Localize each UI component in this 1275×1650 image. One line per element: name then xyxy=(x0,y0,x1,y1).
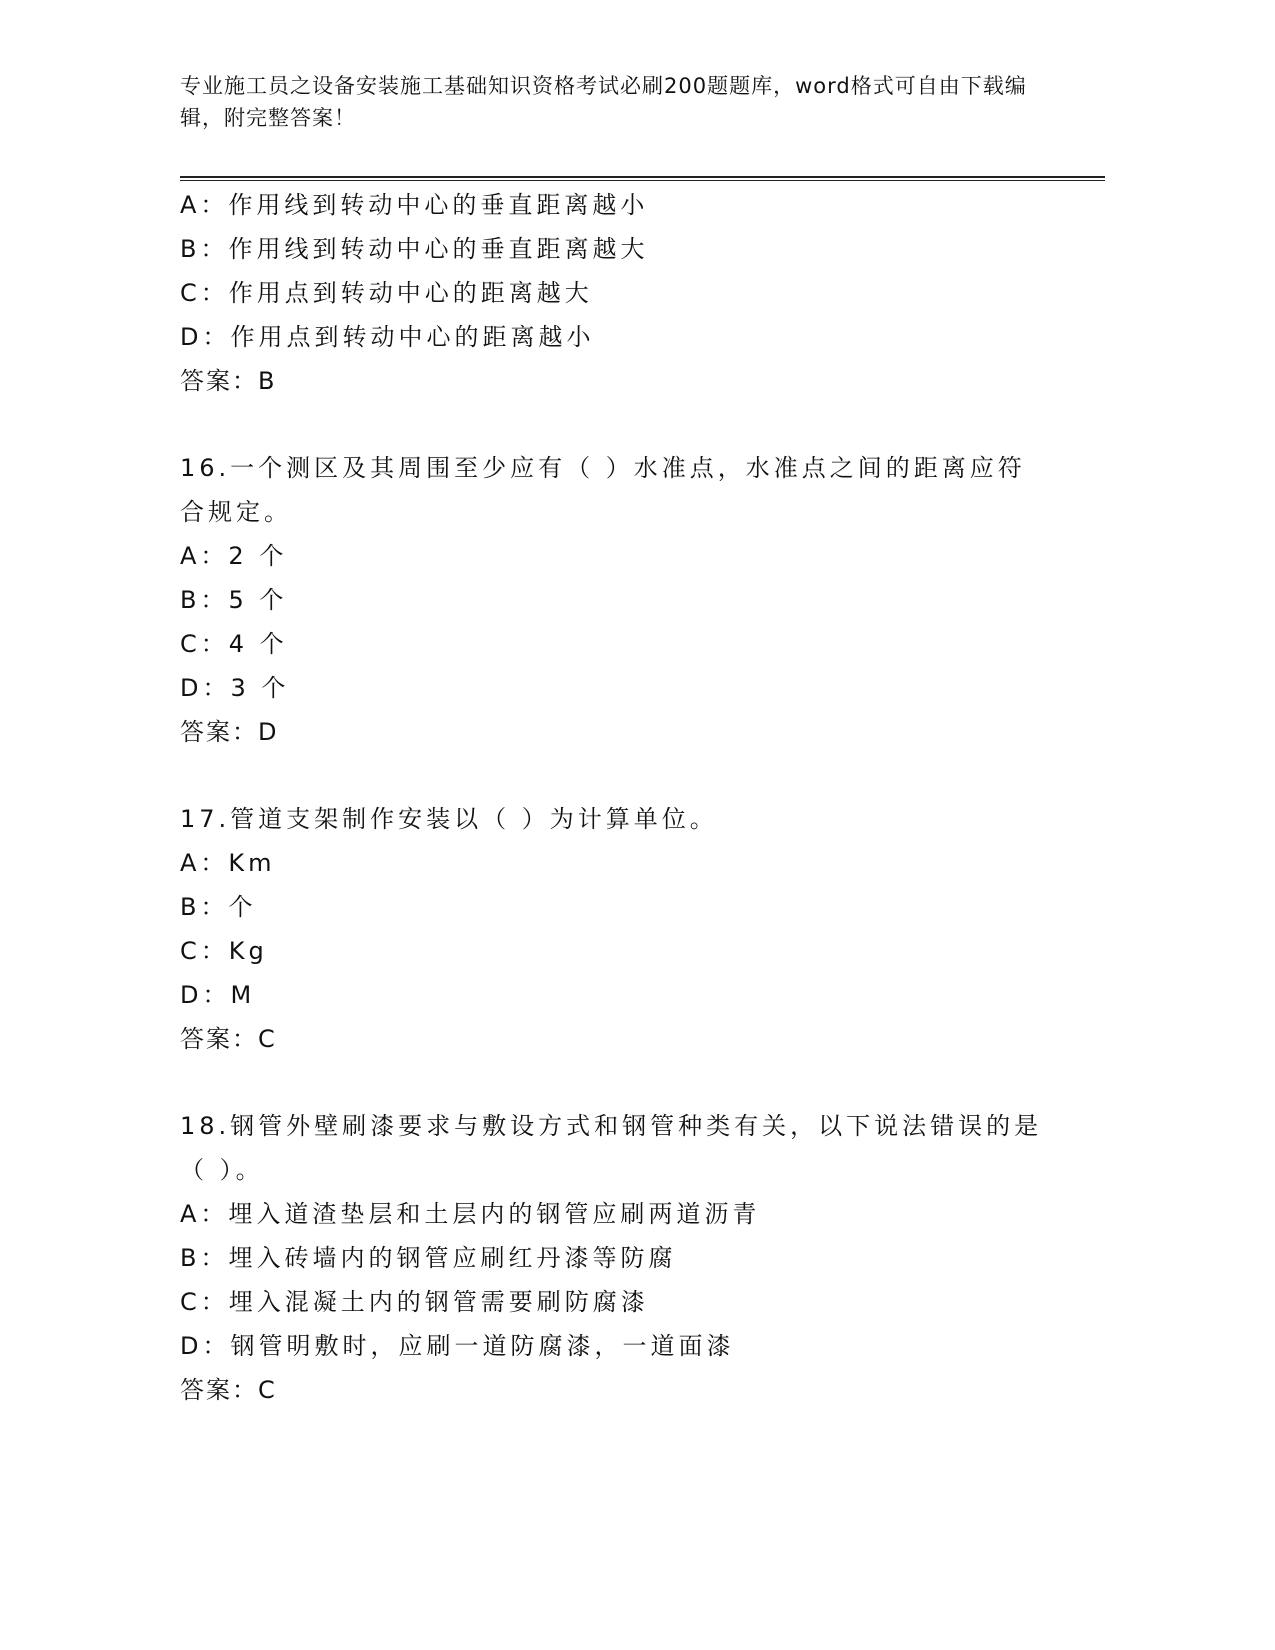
answer-line: 答案：B xyxy=(180,367,277,395)
option-a: A：作用线到转动中心的垂直距离越小 xyxy=(180,191,649,219)
option-b: B：作用线到转动中心的垂直距离越大 xyxy=(180,235,649,263)
answer-line: 答案：C xyxy=(180,1025,277,1053)
question-stem-continued: （ ）。 xyxy=(180,1156,264,1184)
spacer xyxy=(180,1061,1060,1104)
divider-thick-line xyxy=(180,176,1105,178)
question-block xyxy=(180,446,1060,754)
question-stem-continued: 合规定。 xyxy=(180,498,292,526)
option-c: C：4 个 xyxy=(180,630,288,658)
question-list xyxy=(180,183,1060,1412)
option-b: B：个 xyxy=(180,893,257,921)
option-d: D：M xyxy=(180,981,256,1009)
answer-line: 答案：D xyxy=(180,718,279,746)
header-title: 专业施工员之设备安装施工基础知识资格考试必刷200题题库，word格式可自由下载编辑，附完整答案！ xyxy=(180,74,1027,130)
option-a: A：Km xyxy=(180,849,276,877)
question-block xyxy=(180,183,1060,403)
spacer xyxy=(180,754,1060,797)
option-a: A：埋入道渣垫层和土层内的钢管应刷两道沥青 xyxy=(180,1200,761,1228)
option-b: B：埋入砖墙内的钢管应刷红丹漆等防腐 xyxy=(180,1244,677,1272)
question-block xyxy=(180,797,1060,1061)
spacer xyxy=(180,403,1060,446)
question-stem: 18.钢管外壁刷漆要求与敷设方式和钢管种类有关，以下说法错误的是 xyxy=(180,1112,1043,1140)
header-divider xyxy=(180,176,1105,181)
document-header xyxy=(180,70,1040,134)
option-c: C：作用点到转动中心的距离越大 xyxy=(180,279,593,307)
option-d: D：3 个 xyxy=(180,674,290,702)
divider-thin-line xyxy=(180,180,1105,181)
option-c: C：Kg xyxy=(180,937,268,965)
option-c: C：埋入混凝土内的钢管需要刷防腐漆 xyxy=(180,1288,649,1316)
question-stem: 17.管道支架制作安装以（ ）为计算单位。 xyxy=(180,805,718,833)
question-block xyxy=(180,1104,1060,1412)
question-stem: 16.一个测区及其周围至少应有（ ）水准点，水准点之间的距离应符 xyxy=(180,454,1026,482)
option-a: A：2 个 xyxy=(180,542,288,570)
option-d: D：作用点到转动中心的距离越小 xyxy=(180,323,595,351)
answer-line: 答案：C xyxy=(180,1376,277,1404)
option-b: B：5 个 xyxy=(180,586,288,614)
option-d: D：钢管明敷时，应刷一道防腐漆，一道面漆 xyxy=(180,1332,735,1360)
